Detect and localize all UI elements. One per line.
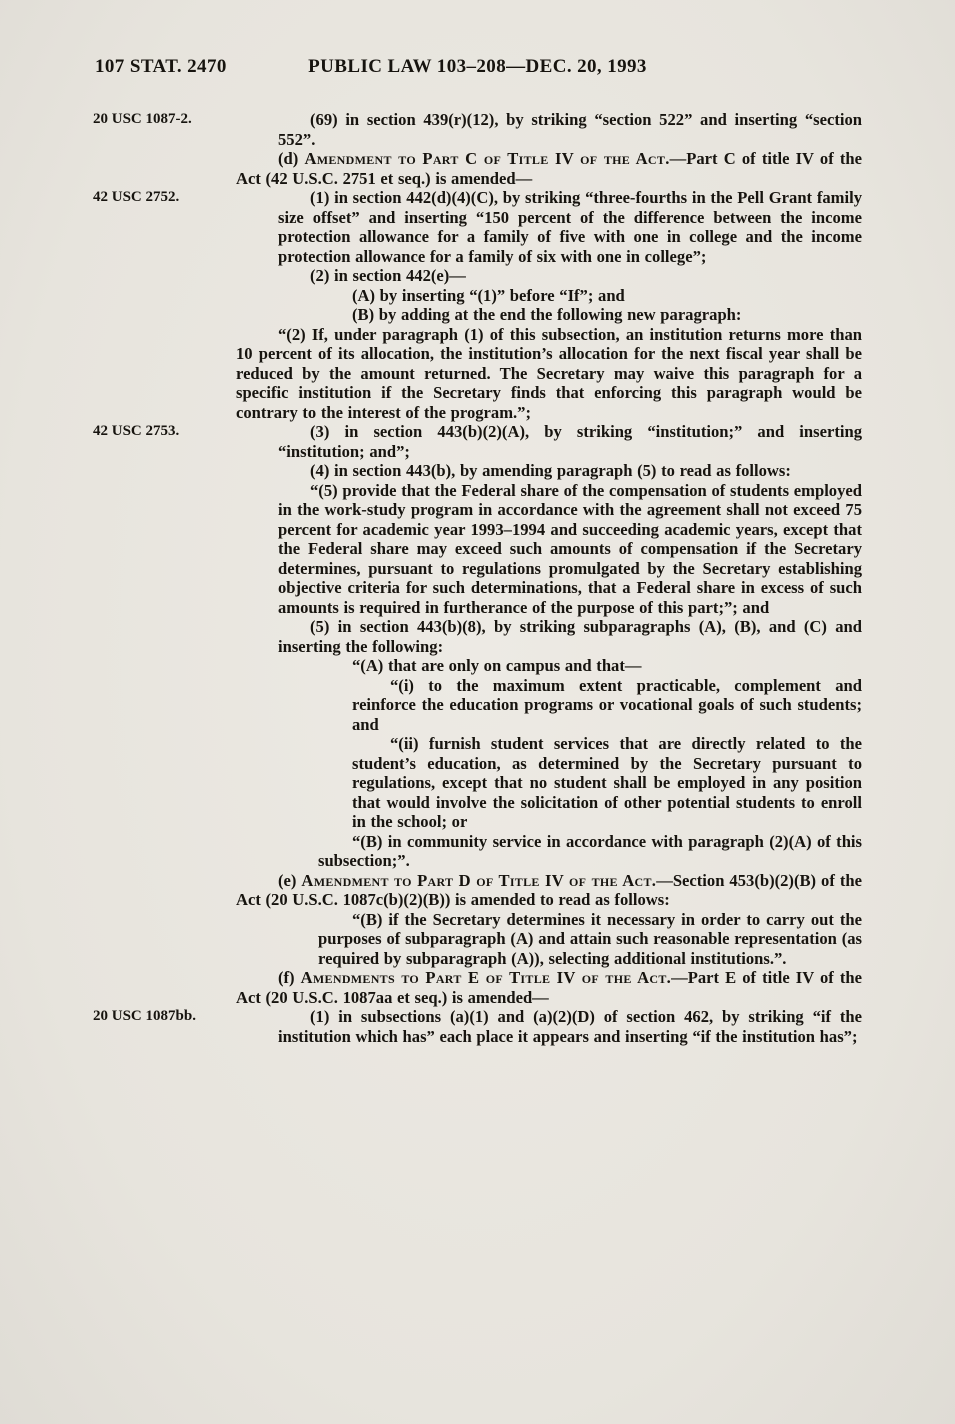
paragraph-row bbox=[93, 286, 862, 306]
paragraph-row bbox=[93, 832, 862, 871]
paragraph-row bbox=[93, 149, 862, 188]
statute-paragraph bbox=[236, 871, 862, 910]
paragraph-row bbox=[93, 305, 862, 325]
paragraph-row bbox=[93, 871, 862, 910]
paragraph-row bbox=[93, 1007, 862, 1046]
statute-paragraph bbox=[352, 676, 862, 735]
text-run: (e) bbox=[278, 870, 302, 890]
paragraph-row bbox=[93, 110, 862, 149]
text-run: —Section 453(b)(2)(B) of the Act (20 U.S.C. 1087c(b)(2)(B)) is amended to read as follows: bbox=[236, 870, 862, 909]
text-run: —Part E of title IV of the Act (20 U.S.C. 1087aa et seq.) is amended— bbox=[236, 968, 862, 1007]
text-run: (B) by adding at the end the following new paragraph: bbox=[352, 305, 742, 324]
paragraph-row bbox=[93, 481, 862, 618]
paragraph-row bbox=[93, 266, 862, 286]
text-run: (1) in subsections (a)(1) and (a)(2)(D) of section 462, by striking “if the institution which has” each place it appears and inserting “if the institution has”; bbox=[278, 1007, 862, 1046]
margin-note: 20 USC 1087bb. bbox=[93, 1008, 196, 1024]
statute-paragraph bbox=[236, 149, 862, 188]
statute-paragraph bbox=[236, 968, 862, 1007]
margin-note: 42 USC 2752. bbox=[93, 189, 180, 205]
statute-paragraph bbox=[278, 266, 862, 286]
small-caps-heading: Amendment to Part C of Title IV of the Act. bbox=[304, 149, 670, 168]
text-run: (1) in section 442(d)(4)(C), by striking “three-fourths in the Pell Grant family size offset” and inserting “150 percent of the difference between the income protection allowance for a family of five with one in college and the income protection allowance for a family of six with one in college”; bbox=[278, 188, 862, 266]
text-run: “(5) provide that the Federal share of the compensation of students employed in the work-study program in accordance with the agreement shall not exceed 75 percent for academic year 1993–1994 and succeeding academic years, except that the Federal share may exceed such amounts of compensation if the Secretary determines, pursuant to regulations promulgated by the Secretary establishing objective criteria for such determinations, that a Federal share in excess of such amounts is required in furtherance of the purpose of this part;”; and bbox=[278, 480, 862, 617]
text-run: “(A) that are only on campus and that— bbox=[352, 656, 642, 675]
statute-paragraph bbox=[278, 110, 862, 149]
text-run: (4) in section 443(b), by amending paragraph (5) to read as follows: bbox=[310, 461, 791, 480]
text-run: “(B) in community service in accordance with paragraph (2)(A) of this subsection;”. bbox=[318, 831, 862, 870]
paragraph-row bbox=[93, 910, 862, 969]
statute-paragraph bbox=[278, 461, 862, 481]
paragraph-row bbox=[93, 188, 862, 266]
paragraph-row bbox=[93, 461, 862, 481]
stat-page-number: 107 STAT. 2470 bbox=[95, 56, 227, 77]
text-run: “(i) to the maximum extent practicable, complement and reinforce the education programs or vocational goals of such students; and bbox=[352, 675, 862, 734]
page-header bbox=[93, 56, 862, 82]
paragraph-row bbox=[93, 734, 862, 832]
margin-note: 42 USC 2753. bbox=[93, 423, 180, 439]
text-run: (3) in section 443(b)(2)(A), by striking “institution;” and inserting “institution; and”; bbox=[278, 422, 862, 461]
statute-paragraph bbox=[278, 188, 862, 266]
text-run: (69) in section 439(r)(12), by striking “section 522” and inserting “section 552”. bbox=[278, 110, 862, 149]
paragraph-row bbox=[93, 617, 862, 656]
public-law-title: PUBLIC LAW 103–208—DEC. 20, 1993 bbox=[308, 56, 647, 77]
text-run: (2) in section 442(e)— bbox=[310, 266, 466, 285]
paragraph-row bbox=[93, 656, 862, 676]
statute-paragraph bbox=[318, 910, 862, 969]
statute-paragraph bbox=[318, 305, 862, 325]
text-run: —Part C of title IV of the Act (42 U.S.C. 2751 et seq.) is amended— bbox=[236, 149, 862, 188]
statute-paragraph bbox=[278, 617, 862, 656]
statute-paragraph bbox=[278, 1007, 862, 1046]
document-body bbox=[93, 110, 862, 1046]
statute-paragraph bbox=[318, 832, 862, 871]
statute-paragraph bbox=[318, 656, 862, 676]
text-run: “(B) if the Secretary determines it necessary in order to carry out the purposes of subparagraph (A) and attain such reasonable representation (as required by subparagraph (A)), selecting additional institutions.”. bbox=[318, 909, 862, 968]
statute-paragraph bbox=[352, 734, 862, 832]
statute-paragraph bbox=[236, 325, 862, 423]
text-run: “(ii) furnish student services that are directly related to the student’s education, as determined by the Secretary pursuant to regulations, except that no student shall be employed in any position that would involve the solicitation of other potential students to enroll in the school; or bbox=[352, 734, 862, 831]
text-run: (f) bbox=[278, 968, 301, 987]
margin-note: 20 USC 1087-2. bbox=[93, 111, 192, 127]
paragraph-row bbox=[93, 968, 862, 1007]
paragraph-row bbox=[93, 422, 862, 461]
statute-paragraph bbox=[278, 481, 862, 618]
paragraph-row bbox=[93, 676, 862, 735]
paragraph-row bbox=[93, 325, 862, 423]
text-run: (d) bbox=[278, 149, 305, 168]
statute-paragraph bbox=[318, 286, 862, 306]
small-caps-heading: Amendments to Part E of Title IV of the Act. bbox=[300, 968, 672, 987]
small-caps-heading: Amendment to Part D of Title IV of the Act. bbox=[301, 870, 657, 890]
statute-paragraph bbox=[278, 422, 862, 461]
text-run: (5) in section 443(b)(8), by striking subparagraphs (A), (B), and (C) and inserting the following: bbox=[278, 617, 862, 656]
text-run: (A) by inserting “(1)” before “If”; and bbox=[352, 285, 625, 305]
text-run: “(2) If, under paragraph (1) of this subsection, an institution returns more than 10 percent of its allocation, the institution’s allocation for the next fiscal year shall be reduced by the amount returned. The Secretary may waive this paragraph for a specific institution if the Secretary finds that enforcing this paragraph would be contrary to the interest of the program.”; bbox=[236, 324, 862, 422]
